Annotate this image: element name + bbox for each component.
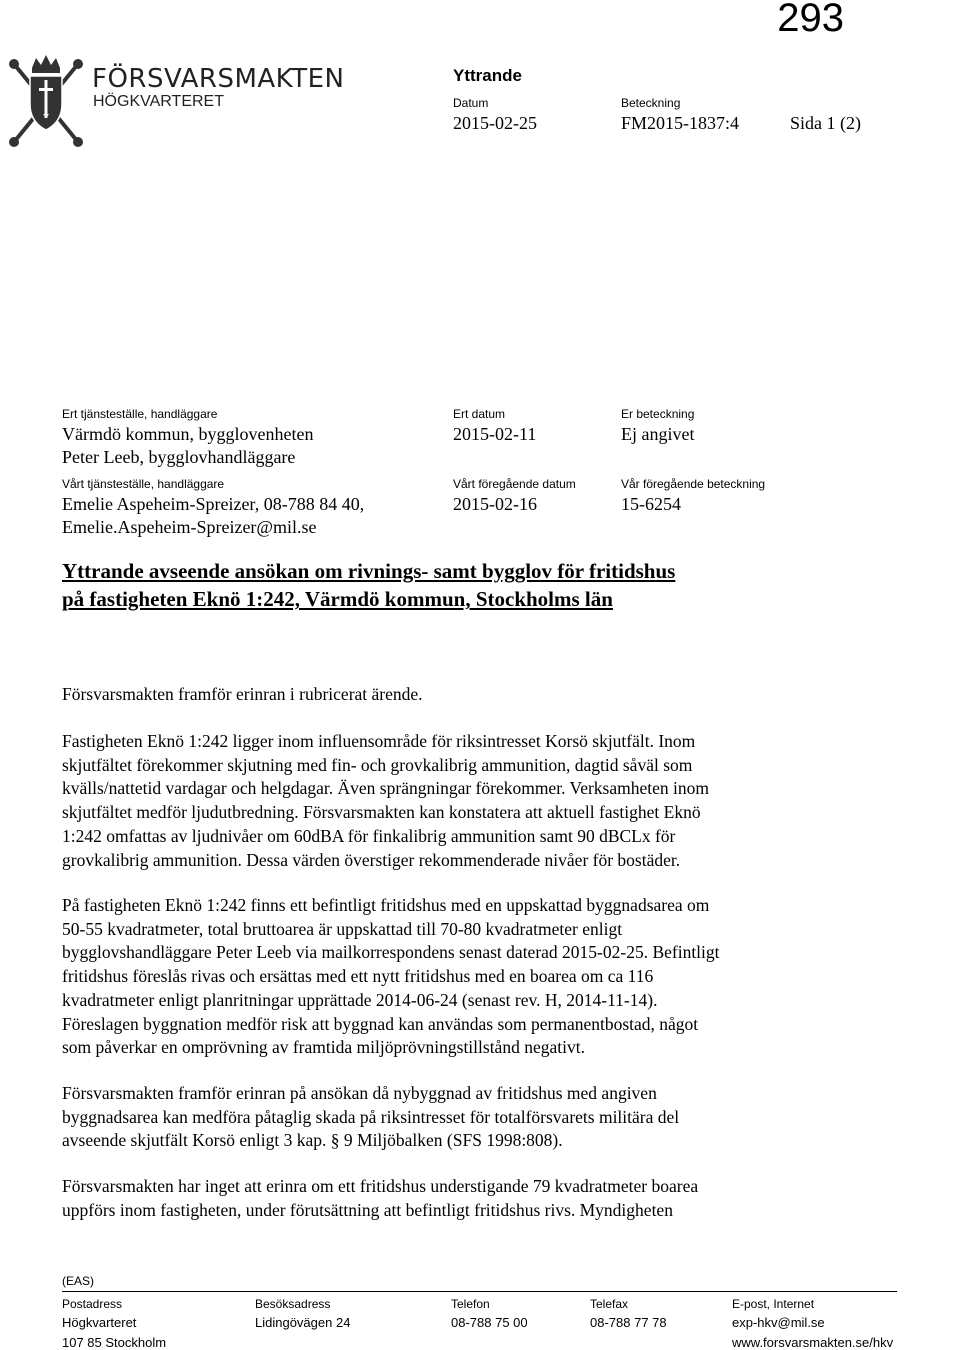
paragraph-line: uppförs inom fastigheten, under förutsättning att befintligt fritidshus rivs. Myndigheten bbox=[62, 1199, 673, 1220]
telefon-value: 08-788 75 00 bbox=[451, 1315, 528, 1330]
postadress-label: Postadress bbox=[62, 1297, 123, 1311]
ert-handlaggare-label: Ert tjänsteställe, handläggare bbox=[62, 407, 218, 421]
page-info: Sida 1 (2) bbox=[790, 113, 861, 133]
eas-label: (EAS) bbox=[62, 1274, 95, 1288]
logo-subtitle: HÖGKVARTERET bbox=[93, 93, 224, 110]
beteckning-label: Beteckning bbox=[621, 96, 681, 110]
postadress-line1: Högkvarteret bbox=[62, 1315, 137, 1330]
paragraph-line: byggnadsarea kan medföra påtaglig skada på riksintresset för totalförsvarets militära del bbox=[62, 1106, 680, 1127]
vart-handlaggare-line1: Emelie Aspeheim-Spreizer, 08-788 84 40, bbox=[62, 494, 365, 514]
var-beteckning-label: Vår föregående beteckning bbox=[621, 477, 766, 491]
vart-datum-value: 2015-02-16 bbox=[453, 494, 537, 514]
paragraph-line: som påverkar en omprövning av framtida miljöprövningstillstånd negativt. bbox=[62, 1037, 585, 1058]
er-beteckning-value: Ej angivet bbox=[621, 424, 695, 444]
datum-value: 2015-02-25 bbox=[453, 113, 537, 133]
datum-label: Datum bbox=[453, 96, 489, 110]
paragraph-4 bbox=[62, 1082, 842, 1153]
paragraph-line: kvälls/nattetid vardagar och helgdagar. Även sprängningar förekommer. Verksamheten inom bbox=[62, 778, 709, 799]
ert-datum-label: Ert datum bbox=[453, 407, 506, 421]
postadress-line2: 107 85 Stockholm bbox=[62, 1335, 167, 1350]
telefax-value: 08-788 77 78 bbox=[590, 1315, 667, 1330]
vart-datum-label: Vårt föregående datum bbox=[453, 477, 576, 491]
document-type: Yttrande bbox=[453, 66, 522, 85]
page-number: 293 bbox=[777, 0, 844, 40]
paragraph-line: grovkalibrig ammunition. Dessa värden överstiger rekommenderade nivåer för bostäder. bbox=[62, 849, 681, 870]
vart-handlaggare-label: Vårt tjänsteställe, handläggare bbox=[62, 477, 225, 491]
paragraph-line: skjutfältet medför ljudutbredning. Försvarsmakten kan konstatera att aktuell fastighet Eknö bbox=[62, 802, 701, 823]
armed-forces-emblem-icon bbox=[8, 50, 84, 150]
er-beteckning-label: Er beteckning bbox=[621, 407, 695, 421]
ert-datum-value: 2015-02-11 bbox=[453, 424, 537, 444]
besoksadress-label: Besöksadress bbox=[255, 1297, 331, 1311]
paragraph-line: skjutfältet förekommer skjutning med fin- och grovkalibrig ammunition, dagtid såväl som bbox=[62, 754, 693, 775]
paragraph-line: 1:242 omfattas av ljudnivåer om 60dBA för finkalibrig ammunition samt 90 dBCLx för bbox=[62, 825, 676, 846]
beteckning-value: FM2015-1837:4 bbox=[621, 113, 740, 133]
paragraph-line: fritidshus föreslås rivas och ersättas med ett nytt fritidshus med en boarea om ca 116 bbox=[62, 966, 654, 987]
epost-label: E-post, Internet bbox=[732, 1297, 815, 1311]
paragraph-line: På fastigheten Eknö 1:242 finns ett befintligt fritidshus med en uppskattad byggnadsarea om bbox=[62, 895, 710, 915]
epost-value[interactable]: exp-hkv@mil.se bbox=[732, 1315, 825, 1330]
footer-divider bbox=[62, 1291, 897, 1292]
logo-title: FÖRSVARSMAKTEN bbox=[92, 64, 345, 94]
paragraph-2 bbox=[62, 730, 842, 872]
paragraph-line: Försvarsmakten framför erinran i rubricerat ärende. bbox=[62, 684, 423, 704]
paragraph-line: Försvarsmakten framför erinran på ansökan då nybyggnad av fritidshus med angiven bbox=[62, 1083, 657, 1103]
ert-handlaggare-line2: Peter Leeb, bygglovhandläggare bbox=[62, 447, 296, 467]
subject-heading: Yttrande avseende ansökan om rivnings- samt bygglov för fritidshus på fastigheten Eknö 1:242, Värmdö kommun, Stockholms län bbox=[62, 559, 676, 611]
internet-value[interactable]: www.forsvarsmakten.se/hkv bbox=[732, 1335, 894, 1350]
besoksadress-value: Lidingövägen 24 bbox=[255, 1315, 351, 1330]
ert-handlaggare-line1: Värmdö kommun, bygglovenheten bbox=[62, 424, 314, 444]
telefax-label: Telefax bbox=[590, 1297, 629, 1311]
paragraph-line: bygglovshandläggare Peter Leeb via mailkorrespondens senast daterad 2015-02-25. Befintligt bbox=[62, 942, 720, 963]
var-beteckning-value: 15-6254 bbox=[621, 494, 681, 514]
paragraph-3 bbox=[62, 894, 842, 1060]
paragraph-1 bbox=[62, 683, 842, 707]
paragraph-line: 50-55 kvadratmeter, total bruttoarea är uppskattad till 70-80 kvadratmeter enligt bbox=[62, 918, 623, 939]
paragraph-5 bbox=[62, 1175, 842, 1222]
paragraph-line: Fastigheten Eknö 1:242 ligger inom influensområde för riksintresset Korsö skjutfält. Inom bbox=[62, 731, 696, 751]
vart-handlaggare-email: Emelie.Aspeheim-Spreizer@mil.se bbox=[62, 517, 317, 537]
telefon-label: Telefon bbox=[451, 1297, 490, 1311]
paragraph-line: Föreslagen byggnation medför risk att byggnad kan användas som permanentbostad, något bbox=[62, 1013, 699, 1034]
paragraph-line: kvadratmeter enligt planritningar upprättade 2014-06-24 (senast rev. H, 2014-11-14). bbox=[62, 989, 658, 1010]
paragraph-line: avseende skjutfält Korsö enligt 3 kap. § 9 Miljöbalken (SFS 1998:808). bbox=[62, 1130, 563, 1151]
paragraph-line: Försvarsmakten har inget att erinra om ett fritidshus understigande 79 kvadratmeter boarea bbox=[62, 1176, 699, 1196]
